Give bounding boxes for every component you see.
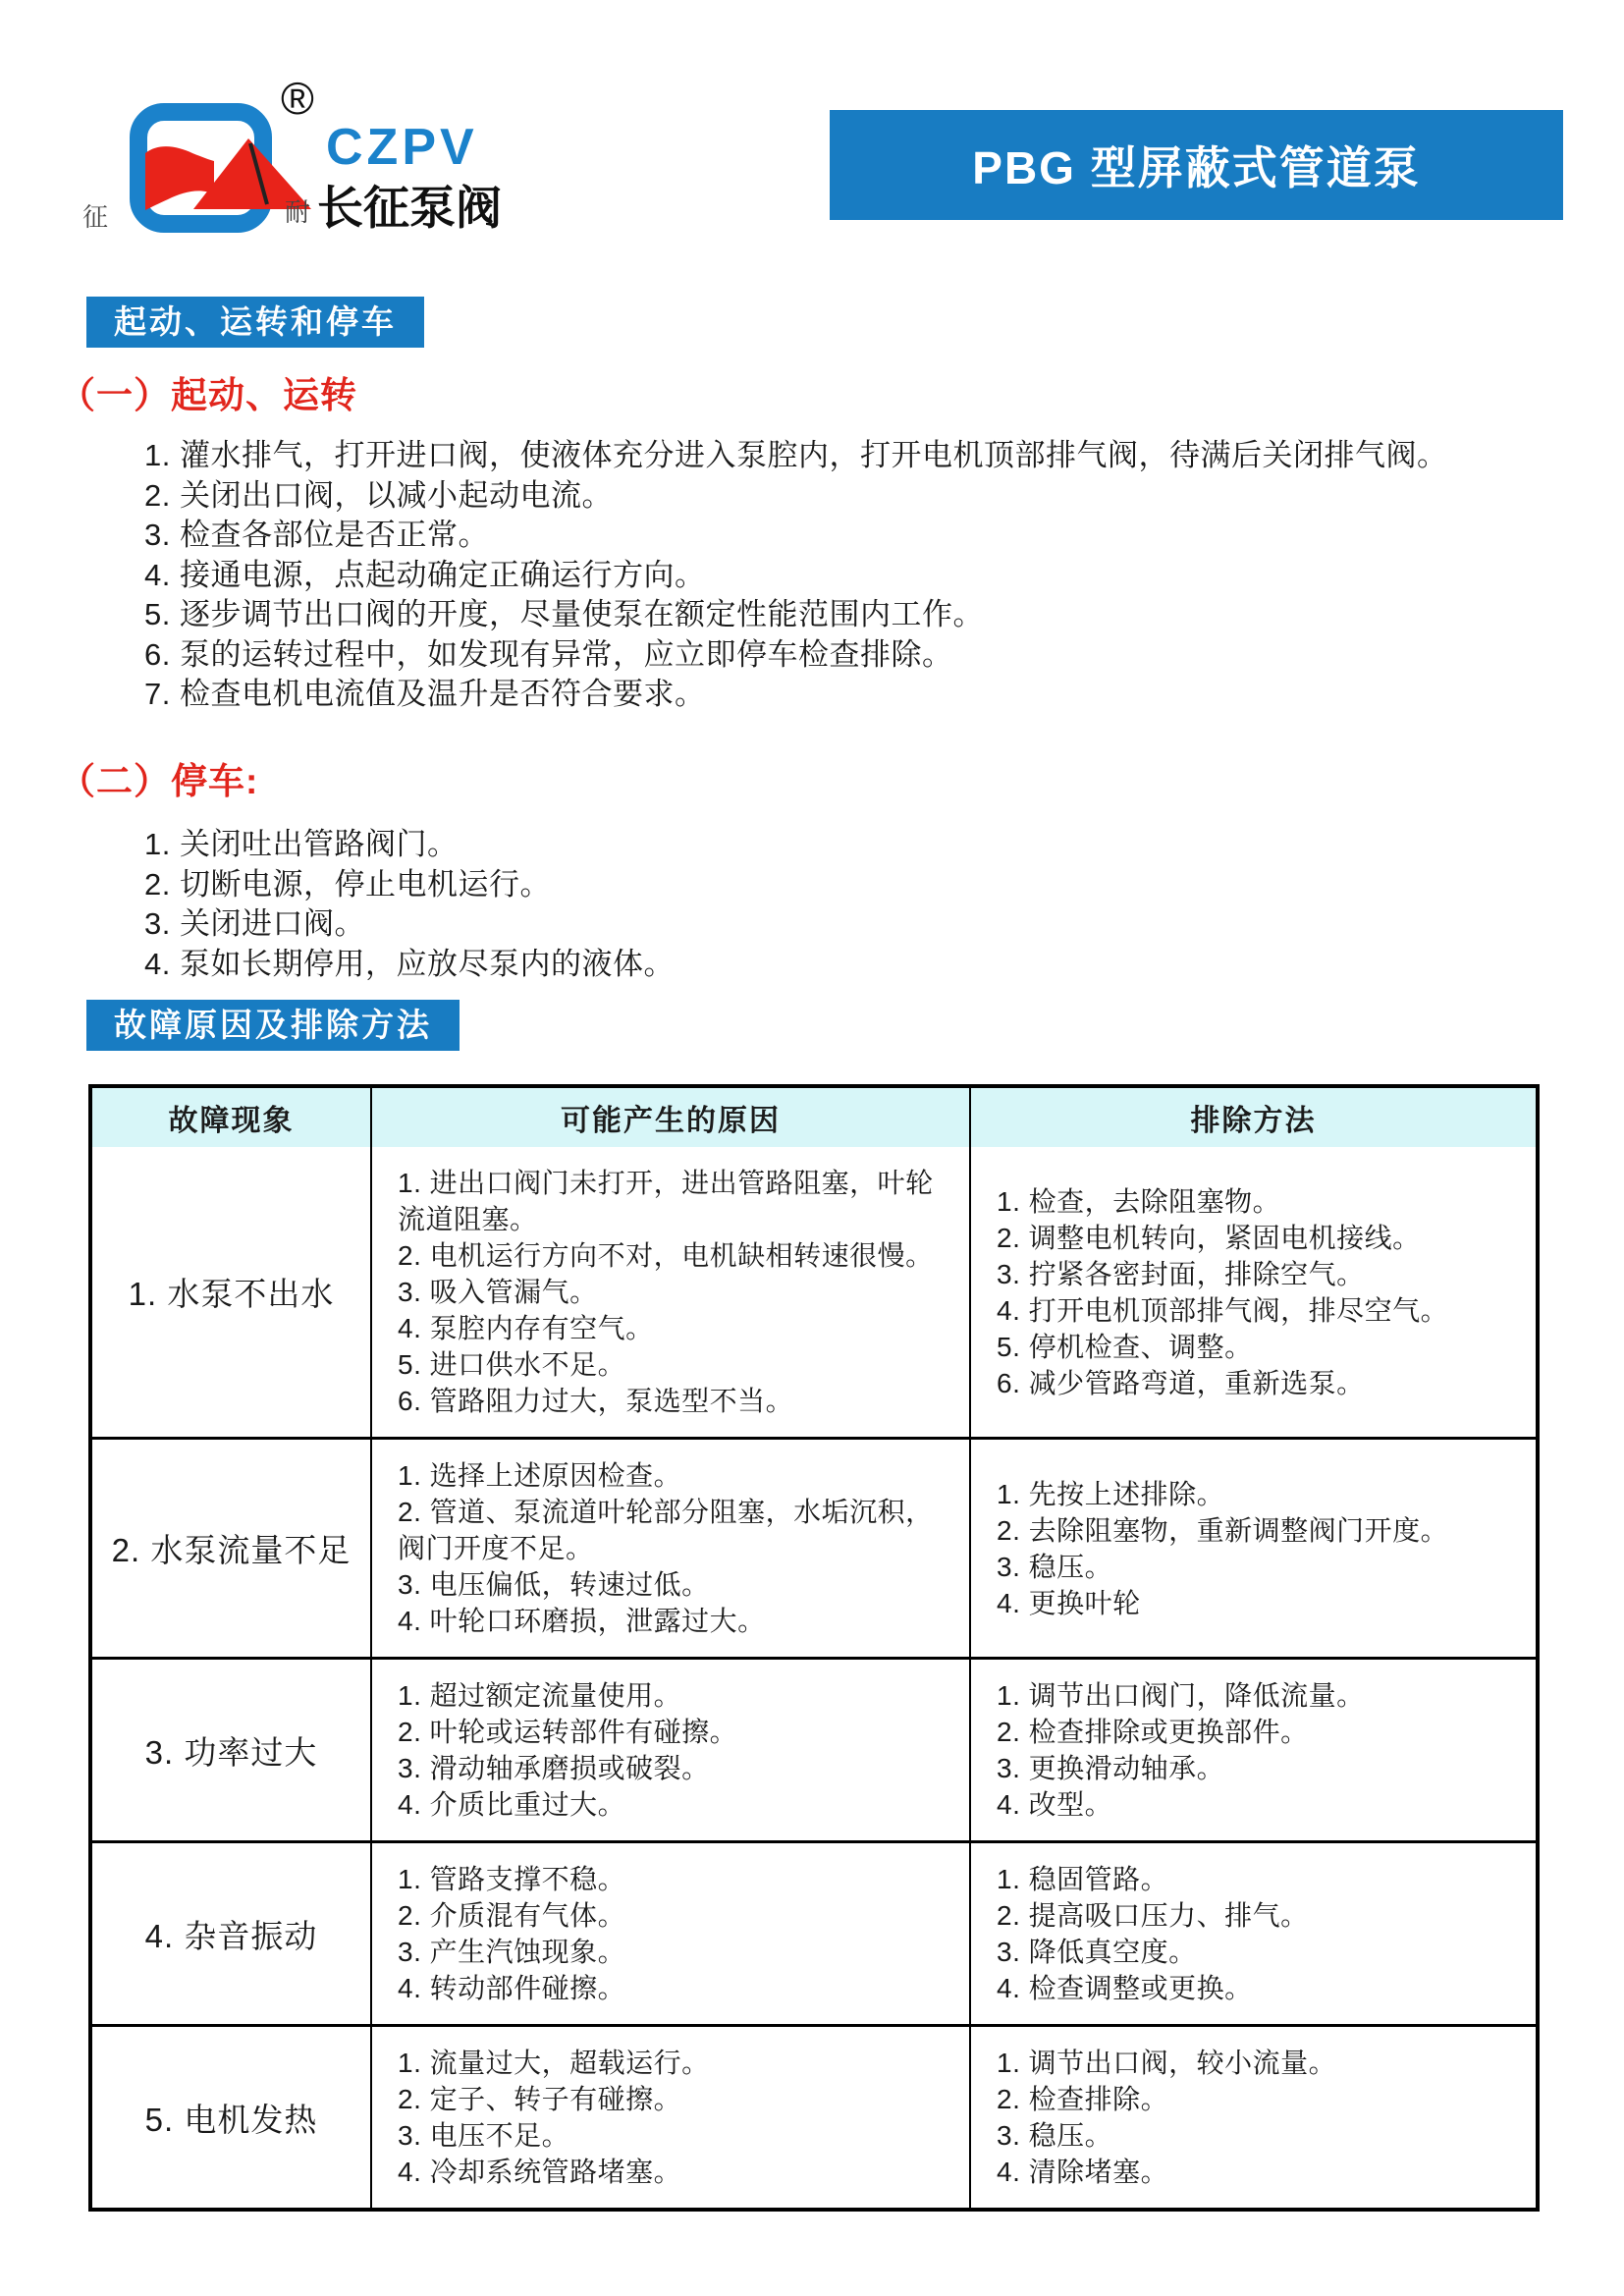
fault-table-row: [92, 1437, 1536, 1657]
fault-table-row: [92, 2024, 1536, 2208]
table-line: 2. 定子、转子有碰擦。: [398, 2084, 682, 2114]
causes-cell: [370, 1440, 969, 1657]
fault-name: 1. 水泵不出水: [128, 1276, 335, 1312]
table-line: 4. 泵腔内存有空气。: [398, 1313, 654, 1343]
table-line: 4. 打开电机顶部排气阀，排尽空气。: [997, 1294, 1449, 1326]
table-line: 1. 选择上述原因检查。: [398, 1460, 682, 1491]
table-line: 5. 停机检查、调整。: [997, 1331, 1253, 1362]
logo-graphic: [57, 47, 518, 239]
solutions-cell: [969, 1660, 1536, 1840]
table-line: 4. 更换叶轮: [997, 1587, 1141, 1618]
fault-cell: [92, 1843, 370, 2024]
fault-cell: [92, 2027, 370, 2208]
solutions-cell: [969, 2027, 1536, 2208]
list-item: 5. 逐步调节出口阀的开度，尽量使泵在额定性能范围内工作。: [144, 597, 984, 631]
table-line: 3. 产生汽蚀现象。: [398, 1937, 626, 1967]
table-line: 3. 更换滑动轴承。: [997, 1753, 1225, 1783]
fault-cell: [92, 1660, 370, 1840]
fault-name: 4. 杂音振动: [144, 1917, 318, 1954]
table-line: 4. 检查调整或更换。: [997, 1973, 1253, 2003]
column-header-solution: 排除方法: [969, 1088, 1536, 1147]
solutions-cell: [969, 1843, 1536, 2024]
table-line: 1. 检查，去除阻塞物。: [997, 1185, 1281, 1217]
table-line: 4. 冷却系统管路堵塞。: [398, 2157, 682, 2187]
table-line: 2. 提高吸口压力、排气。: [997, 1900, 1309, 1931]
brand-acronym: CZPV: [326, 119, 478, 176]
list-item: 2. 切断电源，停止电机运行。: [144, 866, 551, 902]
column-header-cause: 可能产生的原因: [370, 1088, 969, 1147]
causes-cell: [370, 1843, 969, 2024]
brand-name: 长征泵阀: [317, 182, 502, 234]
list-item: 4. 泵如长期停用，应放尽泵内的液体。: [144, 946, 675, 981]
table-line: 1. 先按上述排除。: [997, 1478, 1225, 1509]
table-line: 1. 管路支撑不稳。: [398, 1864, 626, 1894]
section-header-operation: 起动、运转和停车: [86, 297, 424, 348]
list-item: 3. 检查各部位是否正常。: [144, 518, 489, 552]
table-line: 2. 检查排除或更换部件。: [997, 1717, 1309, 1747]
registered-trademark-icon: ®: [281, 73, 314, 124]
section-header-troubleshooting: 故障原因及排除方法: [86, 1000, 460, 1051]
table-line: 1. 超过额定流量使用。: [398, 1680, 682, 1711]
fault-table: [88, 1084, 1540, 2212]
logo-watermark-right: 耐: [285, 197, 311, 227]
table-line: 2. 介质混有气体。: [398, 1900, 626, 1931]
start-run-steps-list: [144, 436, 1447, 715]
table-line: 5. 进口供水不足。: [398, 1349, 626, 1380]
fault-table-row: [92, 1840, 1536, 2024]
table-line: 6. 减少管路弯道，重新选泵。: [997, 1367, 1365, 1398]
table-line: 4. 介质比重过大。: [398, 1789, 626, 1820]
list-item: 7. 检查电机电流值及温升是否符合要求。: [144, 677, 706, 711]
table-line: 2. 管道、泵流道叶轮部分阻塞，水垢沉积，阀门开度不足。: [398, 1497, 934, 1563]
column-header-fault: 故障现象: [92, 1088, 370, 1147]
list-item: 1. 关闭吐出管路阀门。: [144, 827, 459, 861]
table-line: 3. 吸入管漏气。: [398, 1277, 598, 1307]
product-title-banner: [830, 110, 1563, 220]
fault-name: 3. 功率过大: [144, 1733, 318, 1771]
causes-cell: [370, 1147, 969, 1437]
table-line: 1. 调节出口阀门，降低流量。: [997, 1680, 1365, 1711]
table-line: 1. 进出口阀门未打开，进出管路阻塞，叶轮流道阻塞。: [398, 1168, 934, 1234]
table-line: 1. 流量过大，超载运行。: [398, 2048, 710, 2078]
fault-name: 5. 电机发热: [144, 2101, 318, 2138]
fault-table-row: [92, 1657, 1536, 1840]
table-line: 3. 电压偏低，转速过低。: [398, 1569, 710, 1600]
list-item: 2. 关闭出口阀，以减小起动电流。: [144, 477, 613, 513]
table-line: 2. 调整电机转向，紧固电机接线。: [997, 1222, 1421, 1253]
table-line: 2. 电机运行方向不对，电机缺相转速很慢。: [398, 1240, 934, 1271]
table-line: 3. 稳压。: [997, 2120, 1113, 2151]
list-item: 6. 泵的运转过程中，如发现有异常，应立即停车检查排除。: [144, 636, 953, 672]
table-line: 1. 调节出口阀，较小流量。: [997, 2048, 1337, 2078]
fault-table-body: [92, 1147, 1536, 2208]
subsection-start-run-heading: （一）起动、运转: [59, 375, 357, 415]
list-item: 3. 关闭进口阀。: [144, 906, 365, 941]
company-logo: [57, 47, 518, 239]
fault-cell: [92, 1440, 370, 1657]
table-line: 1. 稳固管路。: [997, 1864, 1169, 1894]
table-line: 4. 清除堵塞。: [997, 2157, 1169, 2187]
causes-cell: [370, 1660, 969, 1840]
causes-cell: [370, 2027, 969, 2208]
solutions-cell: [969, 1147, 1536, 1437]
table-line: 3. 降低真空度。: [997, 1937, 1197, 1967]
subsection-stop-heading: （二）停车:: [59, 761, 259, 801]
table-line: 2. 叶轮或运转部件有碰擦。: [398, 1717, 738, 1747]
table-line: 4. 叶轮口环磨损，泄露过大。: [398, 1606, 766, 1636]
table-line: 2. 检查排除。: [997, 2084, 1169, 2114]
solutions-cell: [969, 1440, 1536, 1657]
table-line: 4. 改型。: [997, 1789, 1113, 1820]
table-line: 3. 电压不足。: [398, 2120, 570, 2151]
fault-name: 2. 水泵流量不足: [111, 1532, 352, 1568]
table-line: 3. 滑动轴承磨损或破裂。: [398, 1753, 710, 1783]
fault-cell: [92, 1147, 370, 1437]
table-line: 3. 拧紧各密封面，排除空气。: [997, 1258, 1365, 1289]
table-line: 4. 转动部件碰擦。: [398, 1973, 626, 2003]
table-line: 2. 去除阻塞物，重新调整阀门开度。: [997, 1514, 1449, 1546]
table-line: 6. 管路阻力过大，泵选型不当。: [398, 1386, 794, 1416]
stop-steps-list: [144, 825, 675, 984]
logo-watermark-left: 征: [82, 202, 109, 232]
fault-table-header-row: [92, 1088, 1536, 1147]
fault-table-row: [92, 1147, 1536, 1437]
list-item: 1. 灌水排气，打开进口阀，使液体充分进入泵腔内，打开电机顶部排气阀，待满后关闭排气阀。: [144, 438, 1448, 472]
list-item: 4. 接通电源，点起动确定正确运行方向。: [144, 557, 706, 592]
product-title: PBG 型屏蔽式管道泵: [972, 142, 1421, 193]
table-line: 3. 稳压。: [997, 1551, 1113, 1582]
